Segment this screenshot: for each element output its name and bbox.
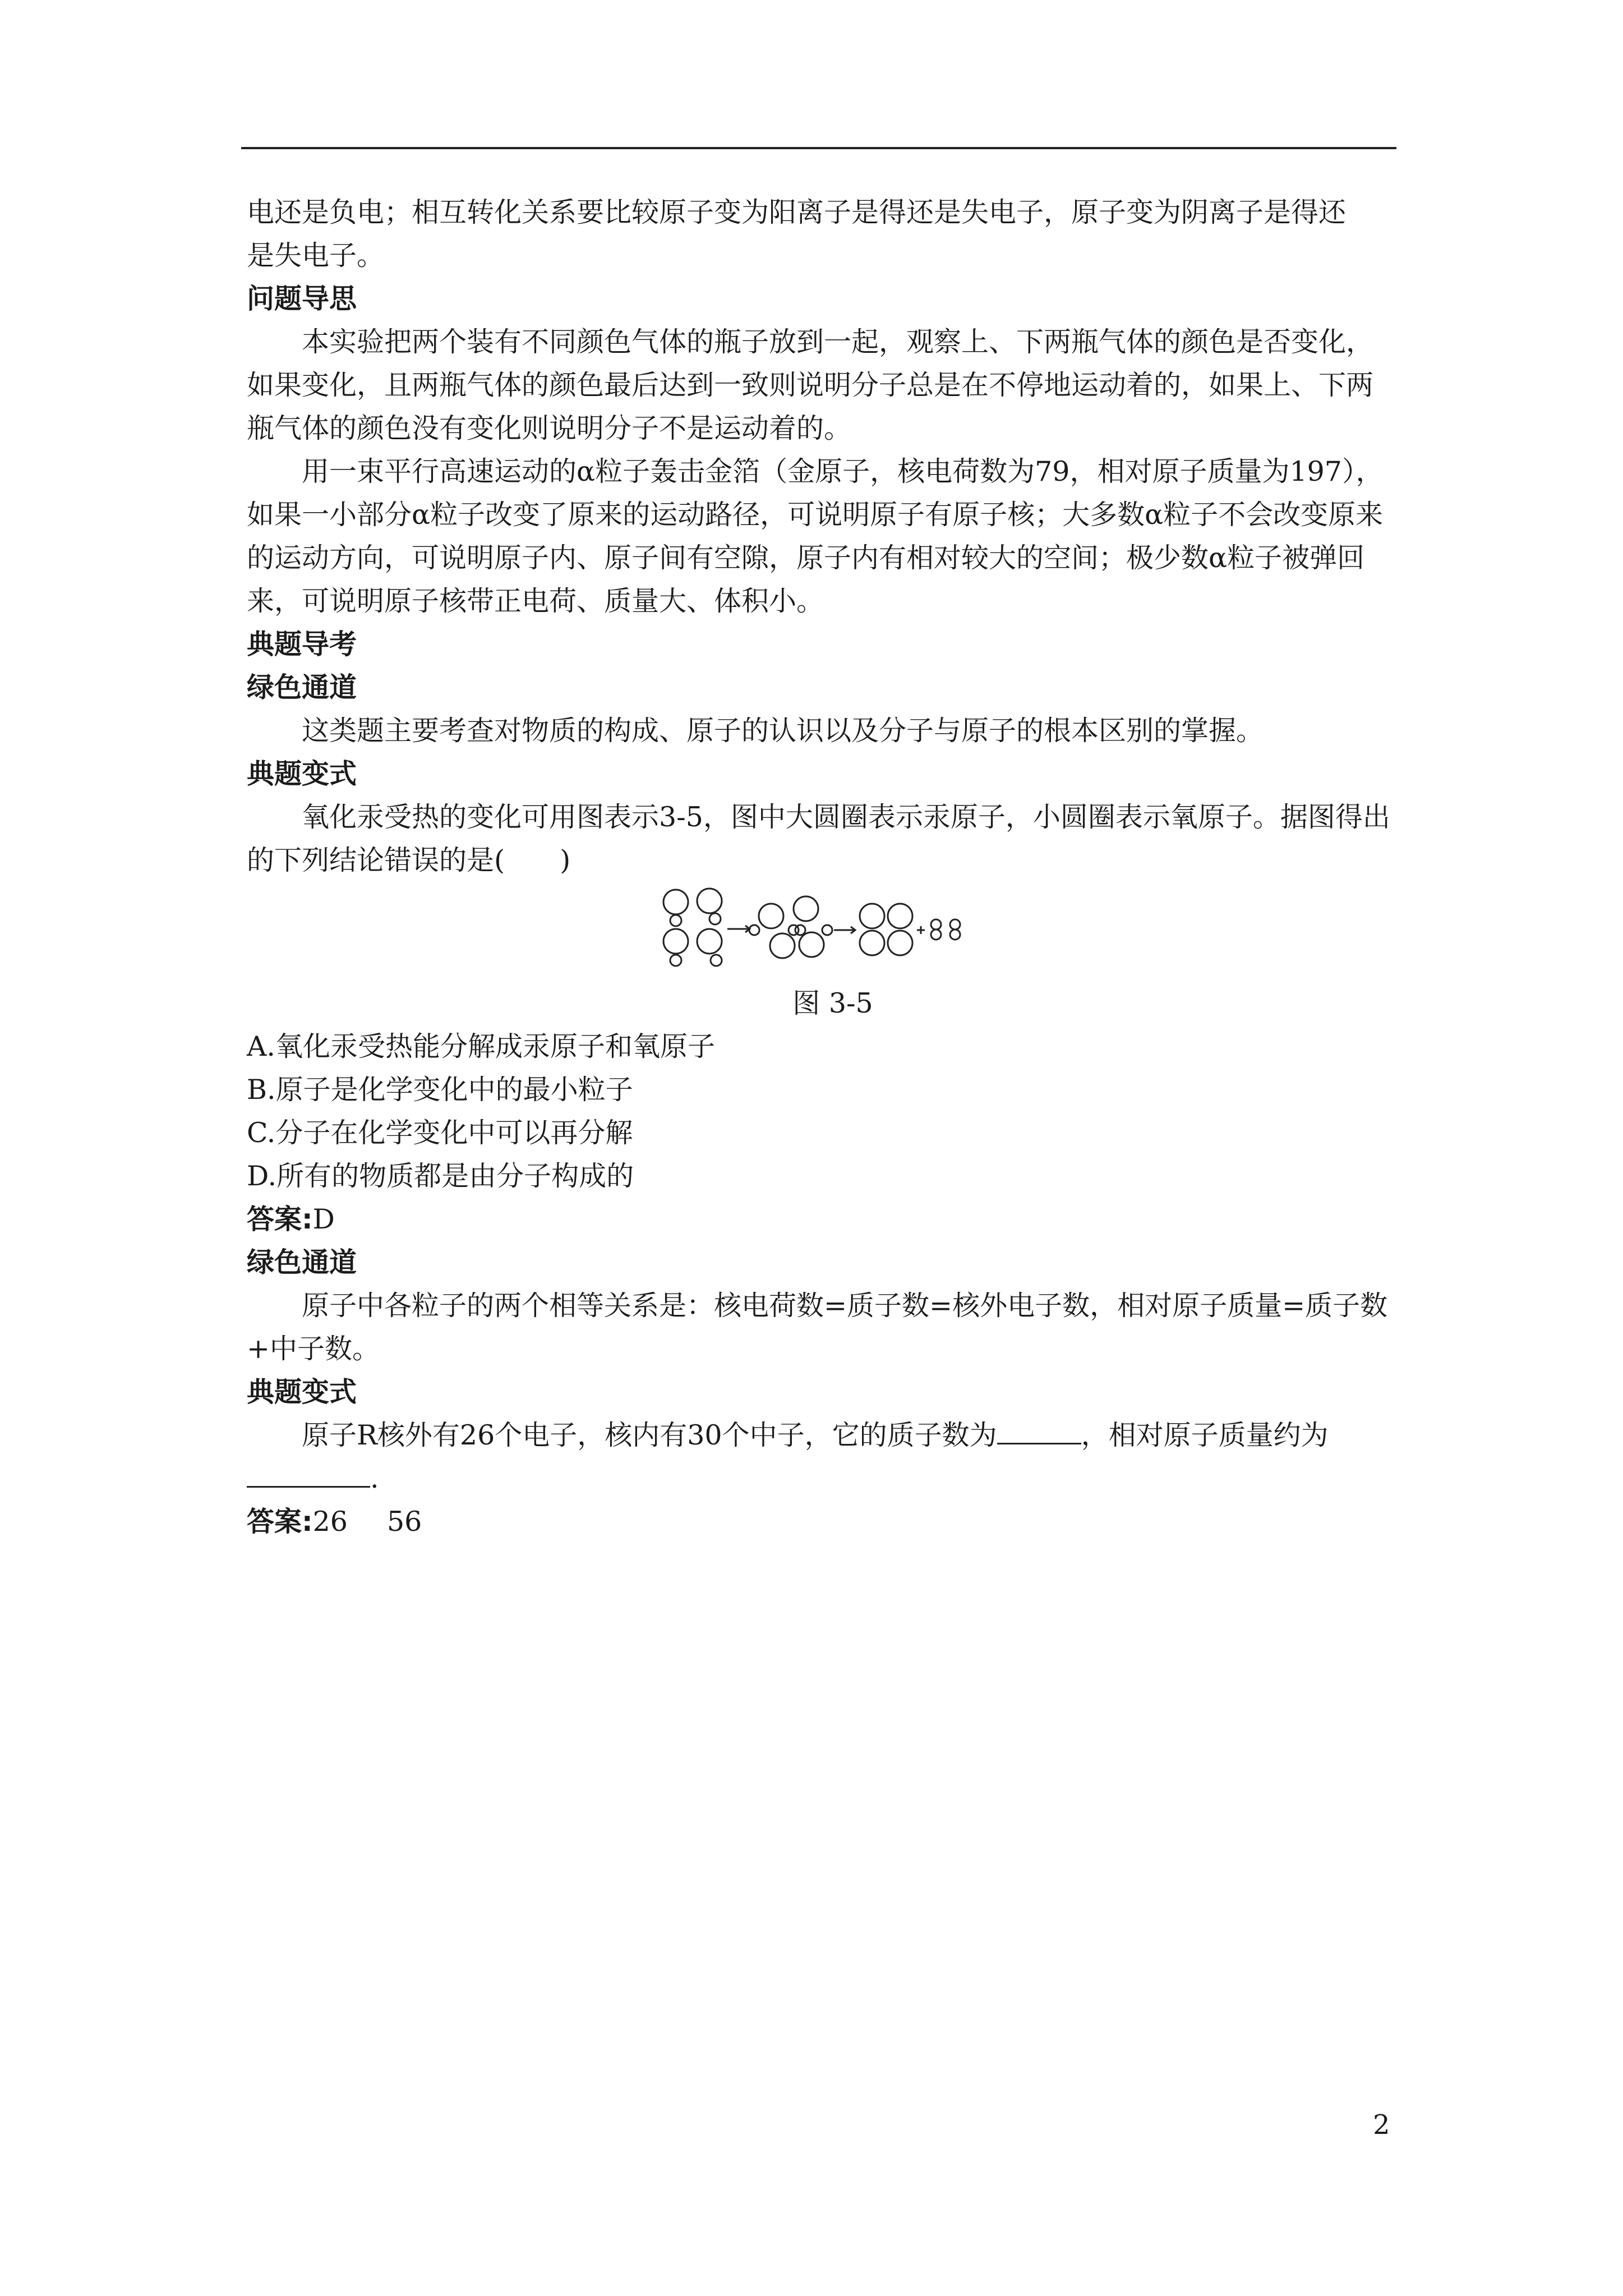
question-2-part-3: . [370, 1462, 379, 1494]
o-atom [931, 930, 941, 940]
mercury-oxide-decomposition-diagram [653, 885, 990, 969]
o-atom [749, 925, 759, 935]
answer-2a-value: 26 [312, 1506, 348, 1538]
hg-atom [794, 896, 818, 921]
o-atom [709, 913, 721, 924]
hg-atom [759, 904, 783, 928]
answer-blank-relative-mass [247, 1457, 370, 1488]
answer-1-line [247, 1198, 1396, 1241]
question-2-part-1: 原子R核外有26个电子，核内有30个中子，它的质子数为 [302, 1419, 997, 1451]
hg-atom [888, 904, 912, 928]
heading-dianti-daokao: 典题导考 [247, 628, 357, 660]
answer-1-value: D [312, 1203, 335, 1235]
o-atom [670, 955, 681, 966]
header-rule [241, 147, 1396, 149]
o-atom [711, 955, 722, 966]
o-atom [670, 915, 681, 926]
o-atom [931, 919, 941, 930]
hg-atom [888, 931, 912, 955]
o-atom [950, 930, 960, 940]
paragraph-experiment: 本实验把两个装有不同颜色气体的瓶子放到一起，观察上、下两瓶气体的颜色是否变化，如果变化，且两瓶气体的颜色最后达到一致则说明分子总是在不停地运动着的，如果上、下两瓶气体的颜色没有变化则说明分子不是运动着的。 [247, 326, 1374, 444]
intro-line-2: 是失电子。 [247, 240, 385, 272]
answer-blank-proton-number [997, 1414, 1081, 1444]
paragraph-exam-focus: 这类题主要考查对物质的构成、原子的认识以及分子与原子的根本区别的掌握。 [302, 715, 1264, 747]
page-number: 2 [1373, 2109, 1390, 2141]
figure-3-5 [247, 885, 1396, 982]
o-atom [795, 925, 805, 935]
heading-lvse-tongdao-1: 绿色通道 [247, 671, 357, 703]
o-atom [822, 925, 832, 935]
hg-atom [697, 889, 722, 913]
figure-caption: 图 3-5 [792, 987, 873, 1019]
paragraph-atom-relations: 原子中各粒子的两个相等关系是：核电荷数=质子数=核外电子数，相对原子质量=质子数+中子数。 [247, 1290, 1388, 1365]
option-d: D.所有的物质都是由分子构成的 [247, 1160, 634, 1192]
answer-2b-value: 56 [386, 1506, 422, 1538]
hg-atom [799, 932, 824, 957]
question-2-part-2: ，相对原子质量约为 [1081, 1419, 1329, 1451]
hg-atom [770, 933, 795, 958]
option-a: A.氧化汞受热能分解成汞原子和氧原子 [247, 1030, 715, 1062]
heading-dianti-bianshi-2: 典题变式 [247, 1376, 357, 1408]
answer-label: 答案: [247, 1203, 313, 1235]
paragraph-alpha-particles: 用一束平行高速运动的α粒子轰击金箔（金原子，核电荷数为79，相对原子质量为197），如果一小部分α粒子改变了原来的运动路径，可说明原子有原子核；大多数α粒子不会改变原来的运动方向，可说明原子内、原子间有空隙，原子内有相对较大的空间；极少数α粒子被弹回来，可说明原子核带正电荷、质量大、体积小。 [247, 455, 1384, 617]
hg-atom [860, 931, 884, 955]
answer-label: 答案: [247, 1506, 313, 1538]
answer-2-line [247, 1500, 1396, 1543]
question-2 [247, 1414, 1396, 1500]
intro-line-1: 电还是负电；相互转化关系要比较原子变为阳离子是得还是失电子，原子变为阴离子是得还 [247, 196, 1347, 228]
o-atom [950, 919, 960, 930]
hg-atom [697, 929, 722, 954]
question-1: 氧化汞受热的变化可用图表示3-5，图中大圆圈表示汞原子，小圆圈表示氧原子。据图得出的下列结论错误的是( ) [247, 801, 1390, 876]
heading-wenti-daosi: 问题导思 [247, 283, 357, 315]
heading-dianti-bianshi-1: 典题变式 [247, 758, 357, 790]
hg-atom [860, 904, 884, 928]
hg-atom [663, 890, 688, 914]
page-content [247, 191, 1396, 1543]
option-b: B.原子是化学变化中的最小粒子 [247, 1074, 633, 1106]
option-c: C.分子在化学变化中可以再分解 [247, 1117, 633, 1149]
hg-atom [663, 929, 688, 954]
heading-lvse-tongdao-2: 绿色通道 [247, 1246, 357, 1278]
